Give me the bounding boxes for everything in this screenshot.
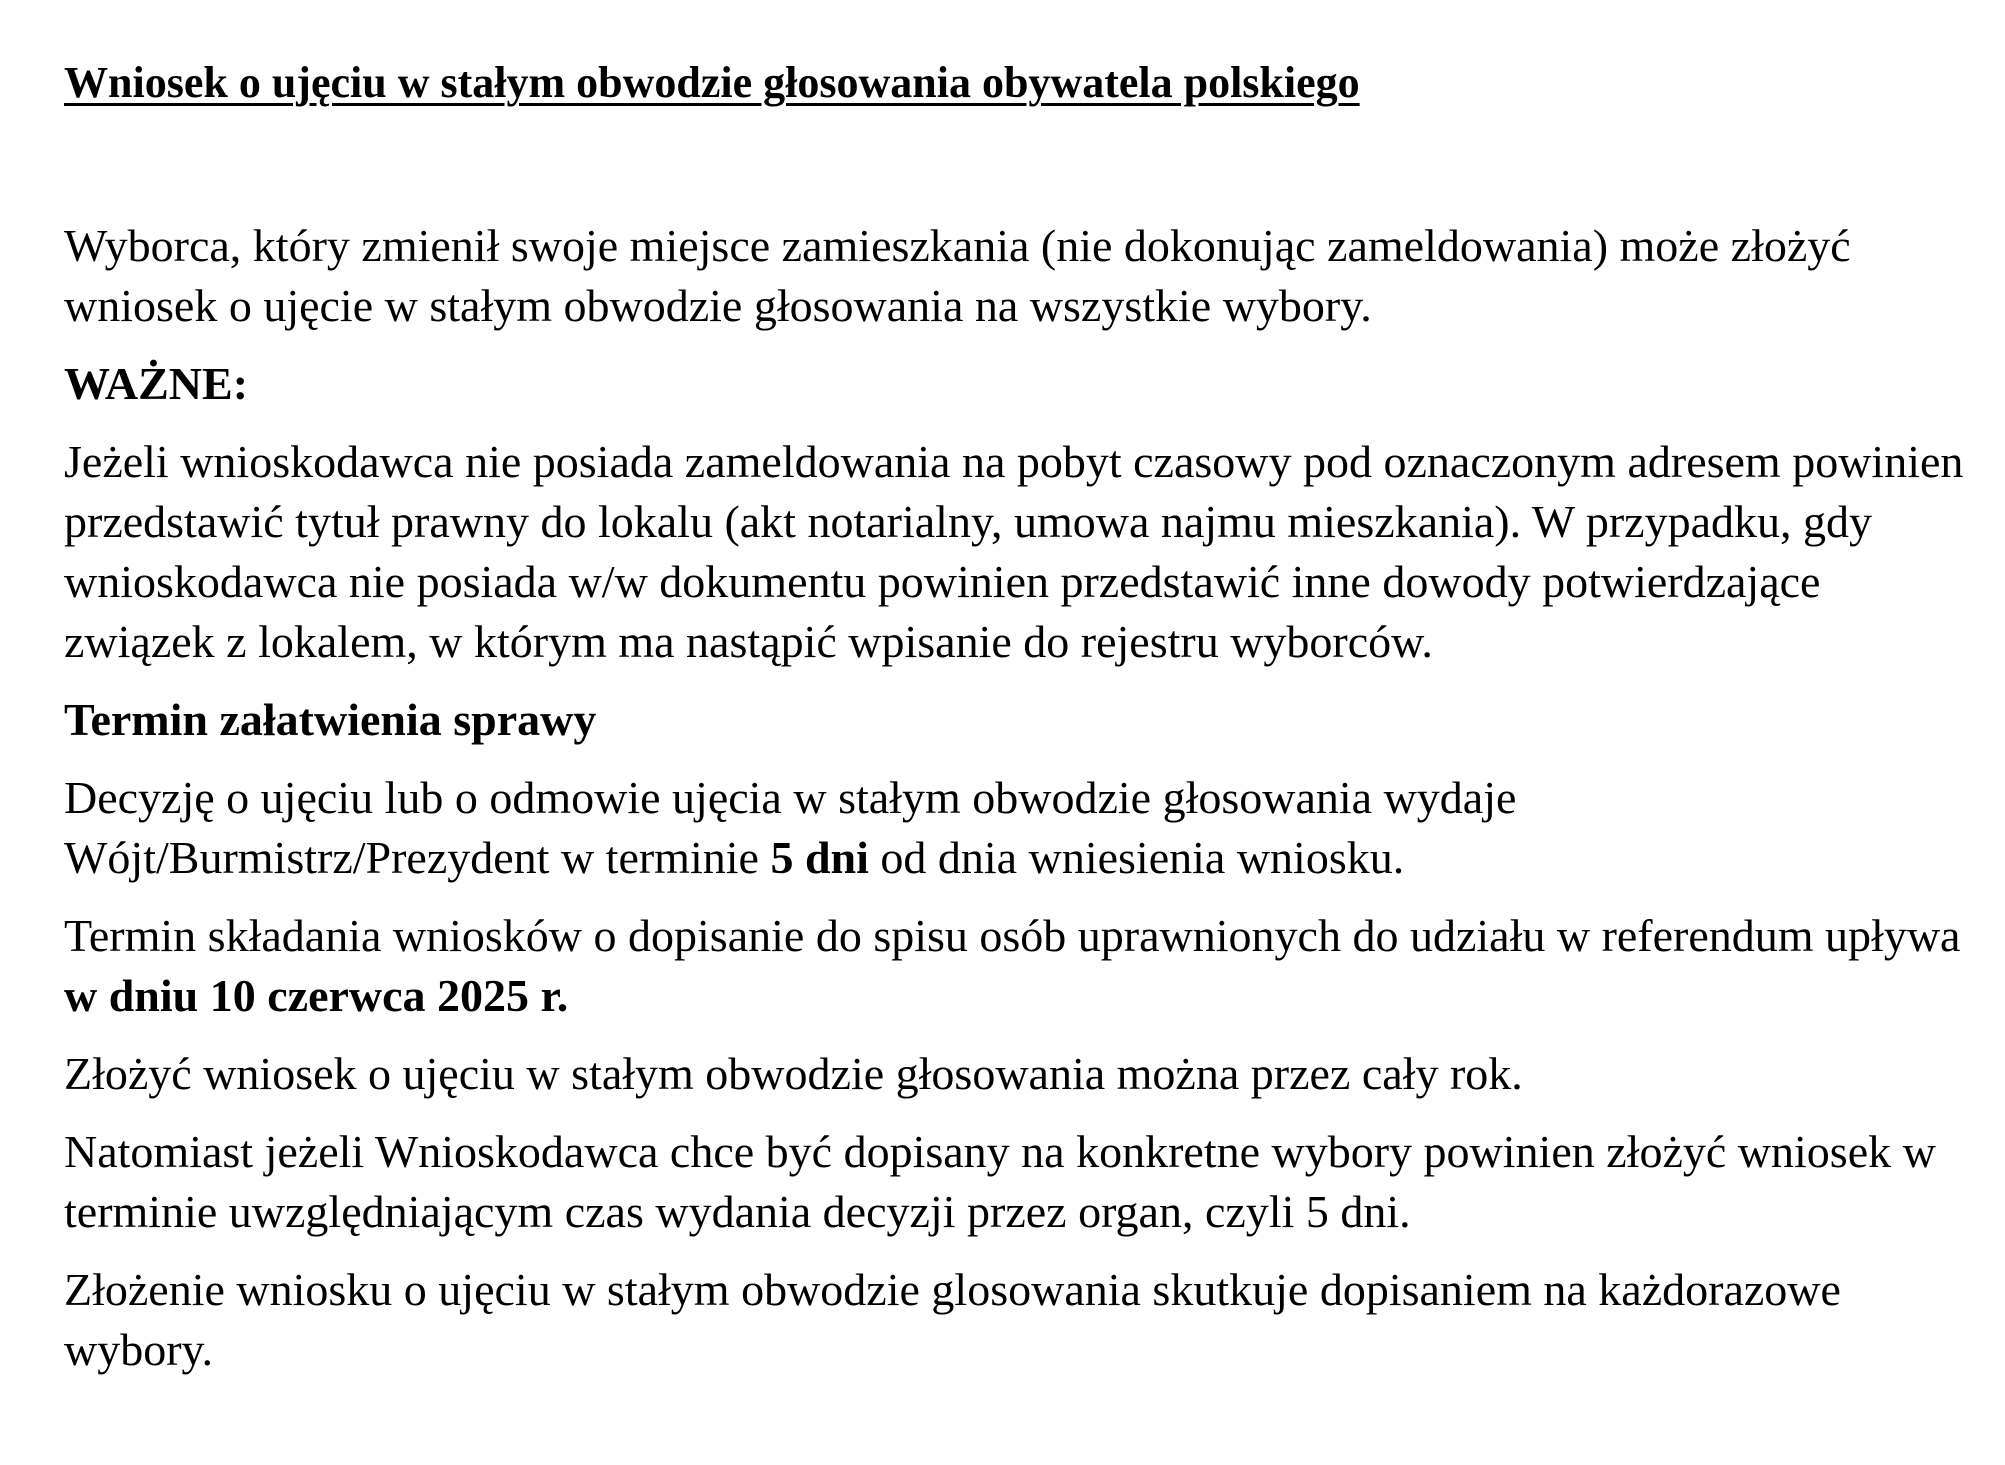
specific-elections-paragraph: Natomiast jeżeli Wnioskodawca chce być dopisany na konkretne wybory powinien złożyć wniosek w terminie uwzględniającym czas wydania decyzji przez organ, czyli 5 dni. — [64, 1126, 1936, 1237]
referendum-paragraph — [64, 906, 1964, 1026]
all-year-paragraph: Złożyć wniosek o ujęciu w stałym obwodzie głosowania można przez cały rok. — [64, 1048, 1523, 1099]
deadline-heading: Termin załatwienia sprawy — [64, 694, 597, 745]
referendum-date: w dniu 10 czerwca 2025 r. — [64, 970, 569, 1021]
decision-text-start: Decyzję o ujęciu lub o odmowie ujęcia w stałym obwodzie głosowania wydaje Wójt/Burmistrz/Prezydent w terminie — [64, 772, 1517, 883]
document-page — [64, 52, 1964, 1398]
intro-paragraph: Wyborca, który zmienił swoje miejsce zamieszkania (nie dokonując zameldowania) może złożyć wniosek o ujęcie w stałym obwodzie głosowania na wszystkie wybory. — [64, 220, 1851, 331]
decision-paragraph — [64, 768, 1964, 888]
referendum-text: Termin składania wniosków o dopisanie do spisu osób uprawnionych do udziału w referendum upływa — [64, 910, 1961, 961]
important-heading: WAŻNE: — [64, 358, 249, 409]
important-paragraph: Jeżeli wnioskodawca nie posiada zameldowania na pobyt czasowy pod oznaczonym adresem powinien przedstawić tytuł prawny do lokalu (akt notarialny, umowa najmu mieszkania). W przypadku, gdy wnioskodawca nie posiada w/w dokumentu powinien przedstawić inne dowody potwierdzające związek z lokalem, w którym ma nastąpić wpisanie do rejestru wyborców. — [64, 436, 1964, 667]
decision-text-end: od dnia wniesienia wniosku. — [868, 832, 1405, 883]
effect-paragraph: Złożenie wniosku o ujęciu w stałym obwodzie glosowania skutkuje dopisaniem na każdorazowe wybory. — [64, 1264, 1841, 1375]
decision-days: 5 dni — [770, 832, 869, 883]
document-title: Wniosek o ujęciu w stałym obwodzie głosowania obywatela polskiego — [64, 58, 1360, 107]
